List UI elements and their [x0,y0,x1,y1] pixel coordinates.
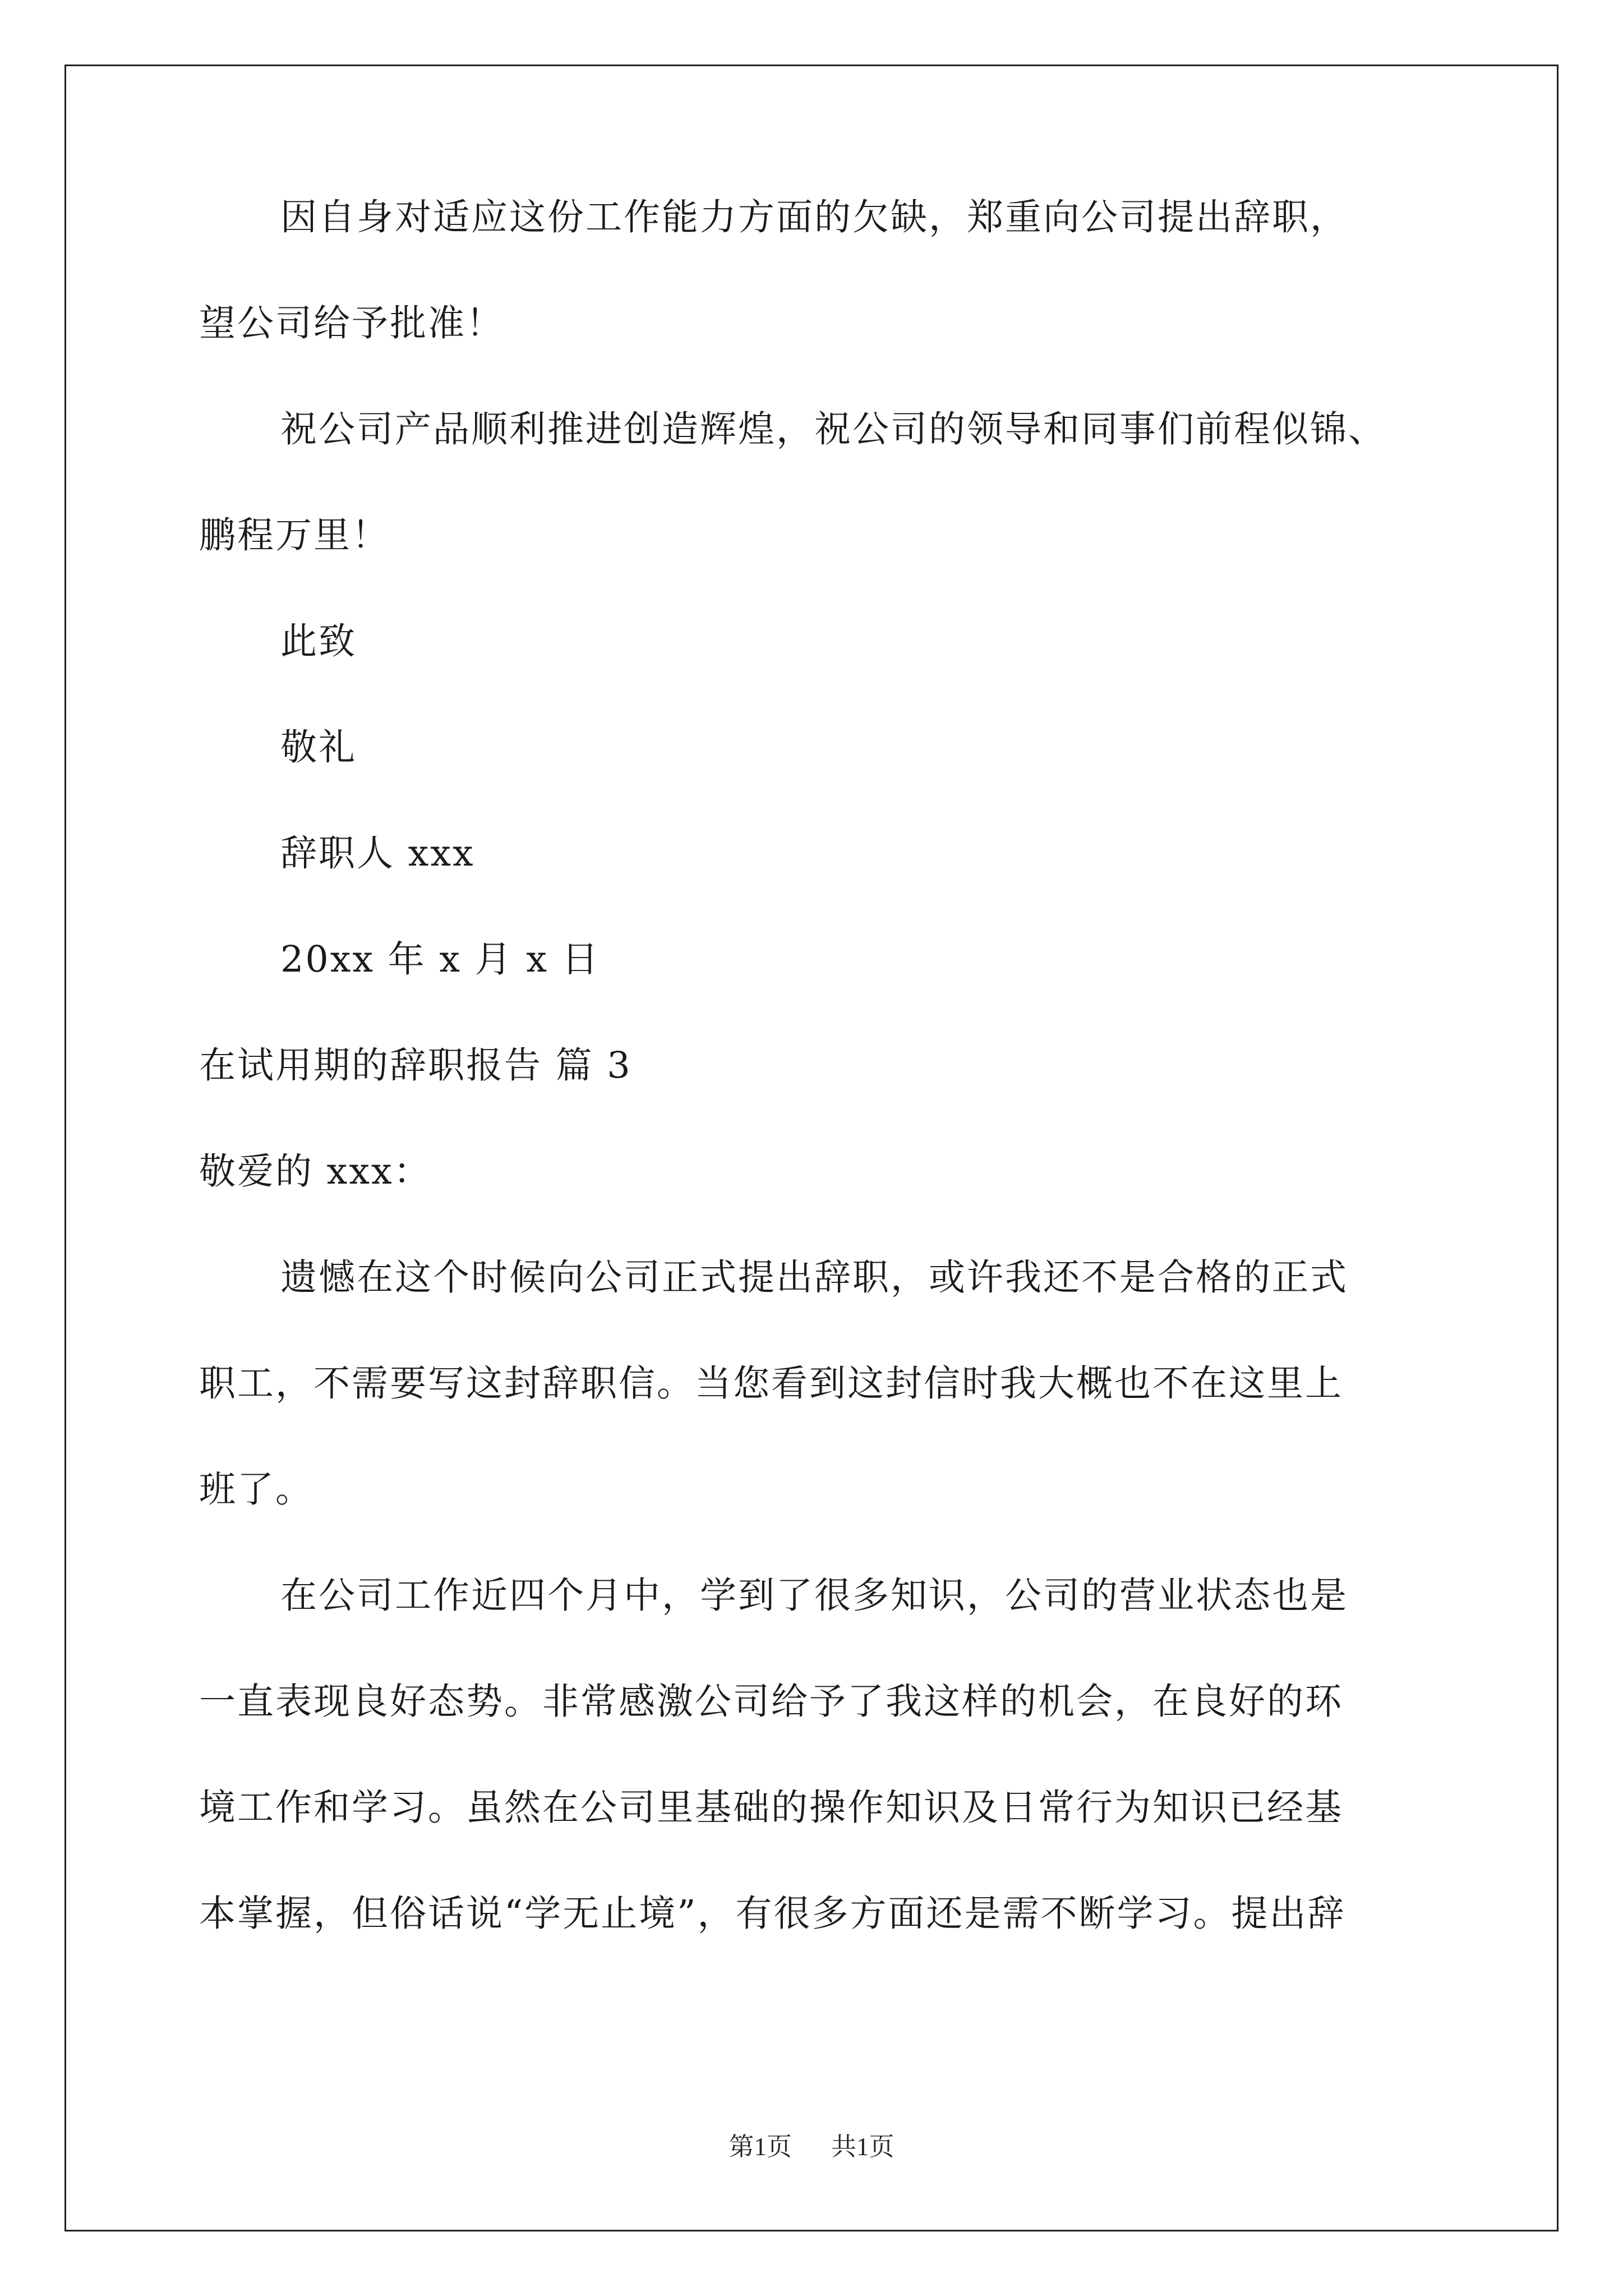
paragraph-line: 祝公司产品顺利推进创造辉煌，祝公司的领导和同事们前程似锦、 [280,408,1387,450]
paragraph-line: 遗憾在这个时候向公司正式提出辞职，或许我还不是合格的正式 [280,1257,1349,1299]
signature-line: 辞职人 xxx [280,832,475,875]
paragraph-line: 因自身对适应这份工作能力方面的欠缺，郑重向公司提出辞职， [280,196,1349,238]
paragraph-line: 境工作和学习。虽然在公司里基础的操作知识及日常行为知识已经基 [199,1787,1344,1829]
greeting-line: 敬爱的 xxx： [199,1151,432,1193]
closing-regards: 敬礼 [280,726,357,769]
closing-salutation: 此致 [280,620,357,662]
date-line: 20xx 年 x 月 x 日 [280,938,600,981]
paragraph-line: 班了。 [199,1469,314,1511]
page-footer [0,2126,1623,2162]
page-total: 共1页 [831,2133,895,2161]
paragraph-line: 职工，不需要写这封辞职信。当您看到这封信时我大概也不在这里上 [199,1363,1344,1405]
paragraph-line: 望公司给予批准！ [199,302,505,344]
document-body [199,196,1483,2001]
paragraph-line: 在公司工作近四个月中，学到了很多知识，公司的营业状态也是 [280,1575,1349,1617]
paragraph-line: 本掌握，但俗话说“学无止境”，有很多方面还是需不断学习。提出辞 [199,1893,1346,1935]
page-number: 第1页 [728,2133,792,2161]
paragraph-line: 一直表现良好态势。非常感激公司给予了我这样的机会，在良好的环 [199,1681,1344,1723]
paragraph-line: 鹏程万里！ [199,514,390,556]
section-heading: 在试用期的辞职报告 篇 3 [199,1045,632,1087]
